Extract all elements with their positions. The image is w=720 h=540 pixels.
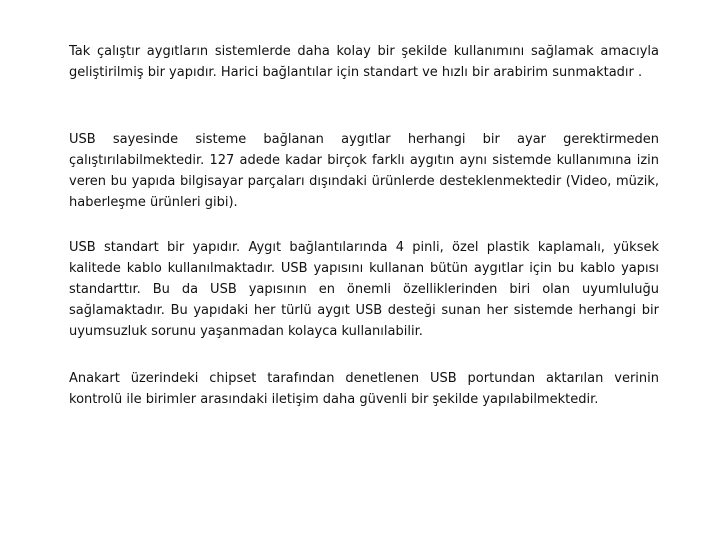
paragraph-chipset-control: Anakart üzerindeki chipset tarafından denetlenen USB portundan aktarılan verinin kontrolü ile birimler arasındaki iletişim daha güvenli bir şekilde yapılabilmektedir. xyxy=(69,371,659,407)
paragraph-usb-device-support: USB sayesinde sisteme bağlanan aygıtlar herhangi bir ayar gerektirmeden çalıştırılabilmektedir. 127 adede kadar birçok farklı aygıtın aynı sistemde kullanımına izin veren bu yapıda bilgisayar parçaları dışındaki ürünlerde desteklenmektedir (Video, müzik, haberleşme ürünleri gibi). xyxy=(69,132,659,210)
paragraph-plug-and-play-intro: Tak çalıştır aygıtların sistemlerde daha kolay bir şekilde kullanımını sağlamak amacıyla geliştirilmiş bir yapıdır. Harici bağlantılar için standart ve hızlı bir arabirim sunmaktadır . xyxy=(69,44,659,80)
paragraph-usb-cable-standard: USB standart bir yapıdır. Aygıt bağlantılarında 4 pinli, özel plastik kaplamalı, yüksek kalitede kablo kullanılmaktadır. USB yapısını kullanan bütün aygıtlar için bu kablo yapısı standarttır. Bu da USB yapısının en önemli özelliklerinden biri olan uyumluluğu sağlamaktadır. Bu yapıdaki her türlü aygıt USB desteği sunan her sistemde herhangi bir uyumsuzluk sorunu yaşanmadan kolayca kullanılabilir. xyxy=(69,240,659,339)
